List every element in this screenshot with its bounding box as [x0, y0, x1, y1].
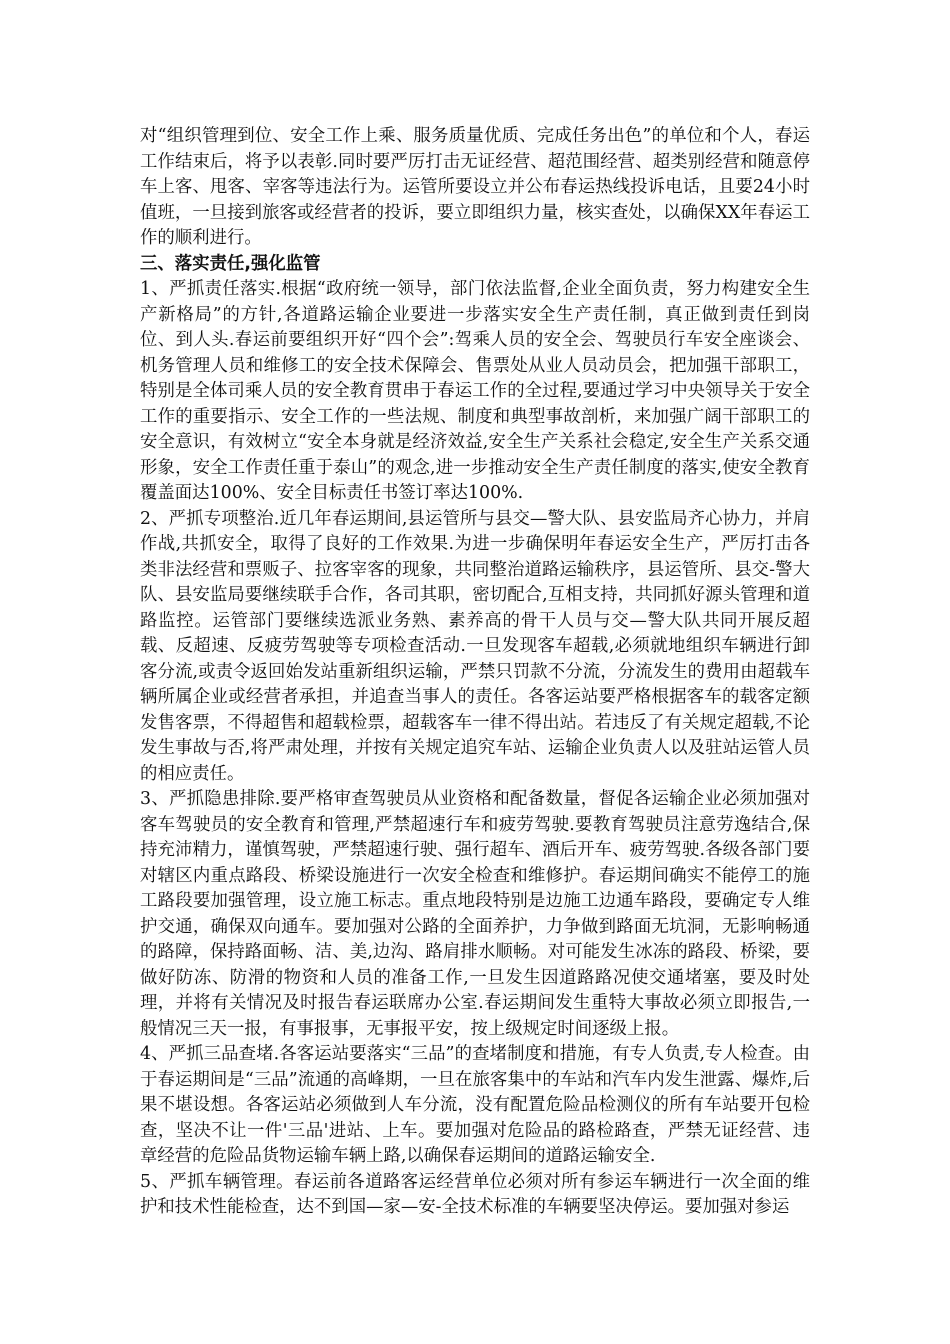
paragraph-special-rectification: 2、严抓专项整治.近几年春运期间,县运管所与县交—警大队、县安监局齐心协力，并肩作战,共抓安全，取得了良好的工作效果.为进一步确保明年春运安全生产，严厉打击各类非法经营和票贩子、拉客宰客的现象，共同整治道路运输秩序，县运管所、县交-警大队、县安监局要继续联手合作，各司其职，密切配合,互相支持，共同抓好源头管理和道路监控。运管部门要继续选派业务熟、素养高的骨干人员与交—警大队共同开展反超载、反超速、反疲劳驾驶等专项检查活动.一旦发现客车超载,必须就地组织车辆进行卸客分流,或责令返回始发站重新组织运输，严禁只罚款不分流，分流发生的费用由超载车辆所属企业或经营者承担，并追查当事人的责任。各客运站要严格根据客车的载客定额发售客票，不得超售和超载检票，超载客车一律不得出站。若违反了有关规定超载,不论发生事故与否,将严肃处理，并按有关规定追究车站、运输企业负责人以及驻站运管人员的相应责任。	[140, 508, 810, 784]
intro-paragraph: 对“组织管理到位、安全工作上乘、服务质量优质、完成任务出色”的单位和个人，春运工作结束后，将予以表彰.同时要严厉打击无证经营、超范围经营、超类别经营和随意停车上客、甩客、宰客等违法行为。运管所要设立并公布春运热线投诉电话，且要24小时值班，一旦接到旅客或经营者的投诉，要立即组织力量，核实查处，以确保XX年春运工作的顺利进行。	[140, 126, 810, 248]
paragraph-responsibility: 1、严抓责任落实.根据“政府统一领导，部门依法监督,企业全面负责，努力构建安全生产新格局”的方针,各道路运输企业要进一步落实安全生产责任制，真正做到责任到岗位、到人头.春运前要组织开好“四个会”:驾乘人员的安全会、驾驶员行车安全座谈会、机务管理人员和维修工的安全技术保障会、售票处从业人员动员会，把加强干部职工，特别是全体司乘人员的安全教育贯串于春运工作的全过程,要通过学习中央领导关于安全工作的重要指示、安全工作的一些法规、制度和典型事故剖析，来加强广阔干部职工的安全意识，有效树立“安全本身就是经济效益,安全生产关系社会稳定,安全生产关系交通形象，安全工作责任重于泰山”的观念,进一步推动安全生产责任制度的落实,使安全教育覆盖面达100%、安全目标责任书签订率达100%.	[140, 279, 810, 503]
section-heading: 三、落实责任,强化监管	[140, 253, 321, 274]
paragraph-three-items-check: 4、严抓三品查堵.各客运站要落实“三品”的查堵制度和措施，有专人负责,专人检查。由于春运期间是“三品”流通的高峰期，一旦在旅客集中的车站和汽车内发生泄露、爆炸,后果不堪设想。各客运站必须做到人车分流，没有配置危险品检测仪的所有车站要开包检查，坚决不让一件'三品'进站、上车。要加强对危险品的路检路查，严禁无证经营、违章经营的危险品货物运输车辆上路,以确保春运期间的道路运输安全.	[140, 1044, 810, 1166]
paragraph-vehicle-management: 5、严抓车辆管理。春运前各道路客运经营单位必须对所有参运车辆进行一次全面的维护和技术性能检查，达不到国—家—安-全技术标准的车辆要坚决停运。要加强对参运	[140, 1171, 810, 1217]
document-page	[140, 124, 810, 1221]
paragraph-hazard-elimination: 3、严抓隐患排除.要严格审查驾驶员从业资格和配备数量，督促各运输企业必须加强对客车驾驶员的安全教育和管理,严禁超速行车和疲劳驾驶.要教育驾驶员注意劳逸结合,保持充沛精力，谨慎驾驶，严禁超速行驶、强行超车、酒后开车、疲劳驾驶.各级各部门要对辖区内重点路段、桥梁设施进行一次安全检查和维修护。春运期间确实不能停工的施工路段要加强管理，设立施工标志。重点地段特别是边施工边通车路段，要确定专人维护交通，确保双向通车。要加强对公路的全面养护，力争做到路面无坑洞，无影响畅通的路障，保持路面畅、洁、美,边沟、路肩排水顺畅。对可能发生冰冻的路段、桥梁，要做好防冻、防滑的物资和人员的准备工作,一旦发生因道路路况使交通堵塞，要及时处理，并将有关情况及时报告春运联席办公室.春运期间发生重特大事故必须立即报告,一般情况三天一报，有事报事，无事报平安，按上级规定时间逐级上报。	[140, 789, 810, 1039]
